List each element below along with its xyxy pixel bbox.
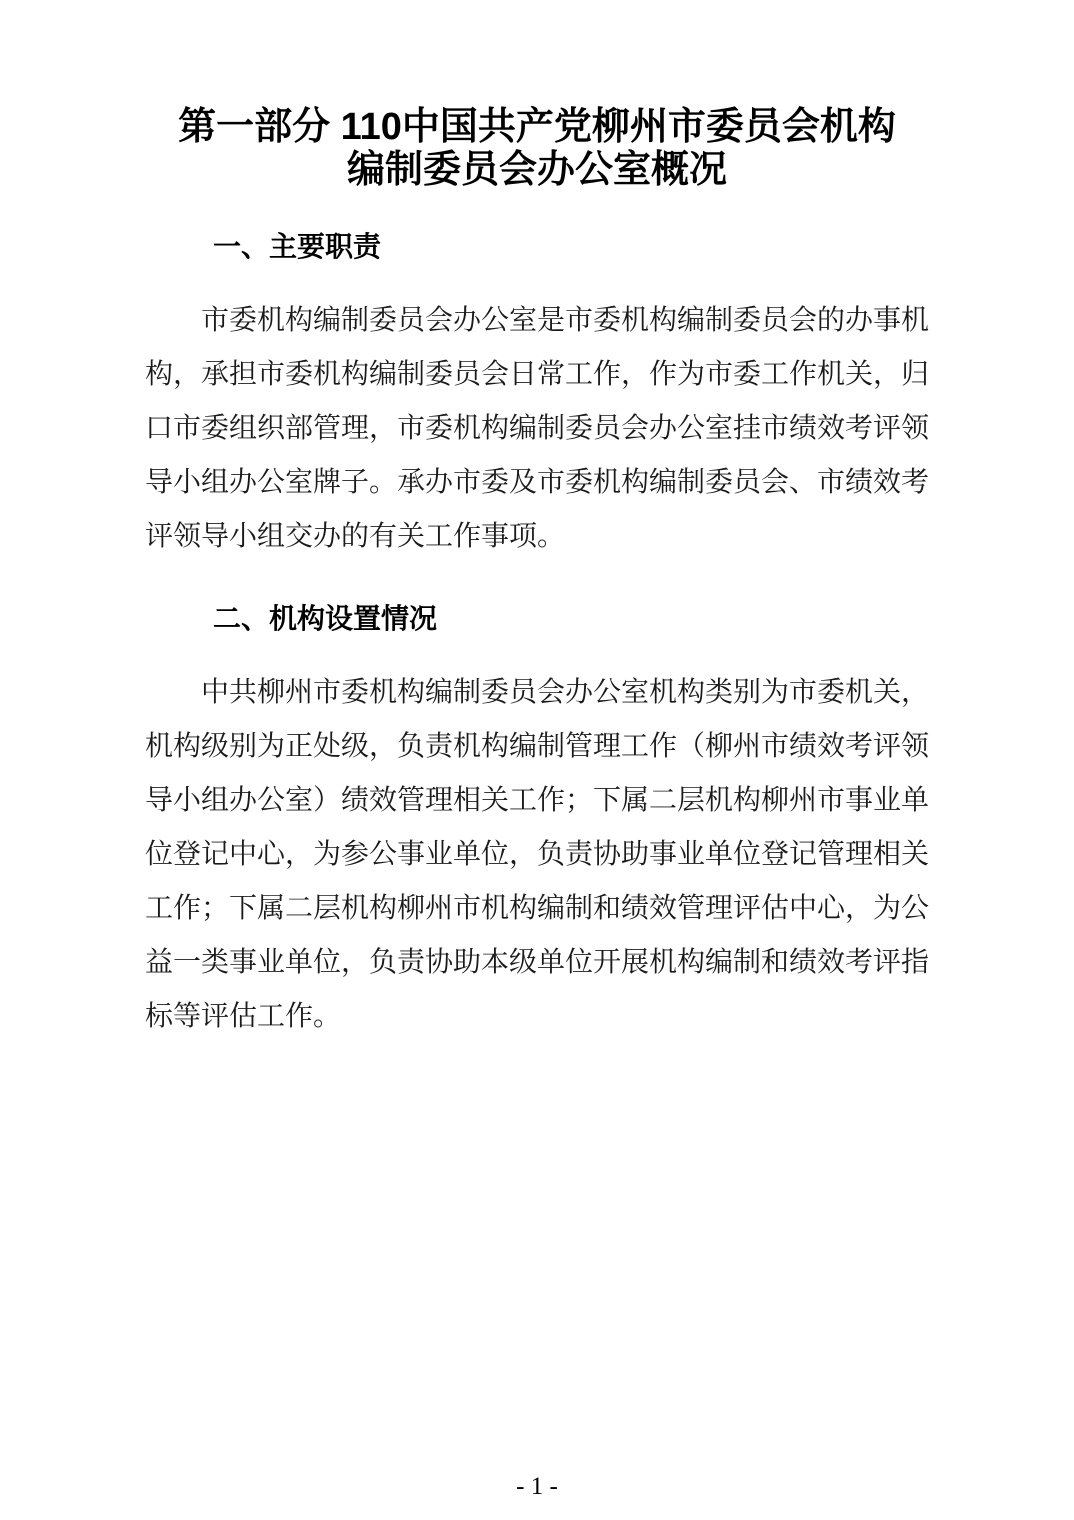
page-title-line-1: 第一部分 110中国共产党柳州市委员会机构 — [178, 106, 896, 148]
page-title-line-2: 编制委员会办公室概况 — [346, 149, 727, 191]
paragraph-main-duties: 市委机构编制委员会办公室是市委机构编制委员会的办事机构，承担市委机构编制委员会日常工作，作为市委工作机关，归口市委组织部管理，市委机构编制委员会办公室挂市绩效考评领导小组办公室牌子。承办市委及市委机构编制委员会、市绩效考评领导小组交办的有关工作事项。 — [145, 305, 930, 552]
section-heading-organization-setup: 二、机构设置情况 — [213, 603, 438, 634]
page-number: - 1 - — [516, 1473, 558, 1500]
page-content — [145, 106, 929, 1044]
paragraph-organization-setup: 中共柳州市委机构编制委员会办公室机构类别为市委机关，机构级别为正处级，负责机构编制管理工作（柳州市绩效考评领导小组办公室）绩效管理相关工作；下属二层机构柳州市事业单位登记中心，为参公事业单位，负责协助事业单位登记管理相关工作；下属二层机构柳州市机构编制和绩效管理评估中心，为公益一类事业单位，负责协助本级单位开展机构编制和绩效考评指标等评估工作。 — [145, 677, 930, 1032]
section-heading-main-duties: 一、主要职责 — [213, 231, 382, 262]
page-title — [145, 106, 929, 192]
